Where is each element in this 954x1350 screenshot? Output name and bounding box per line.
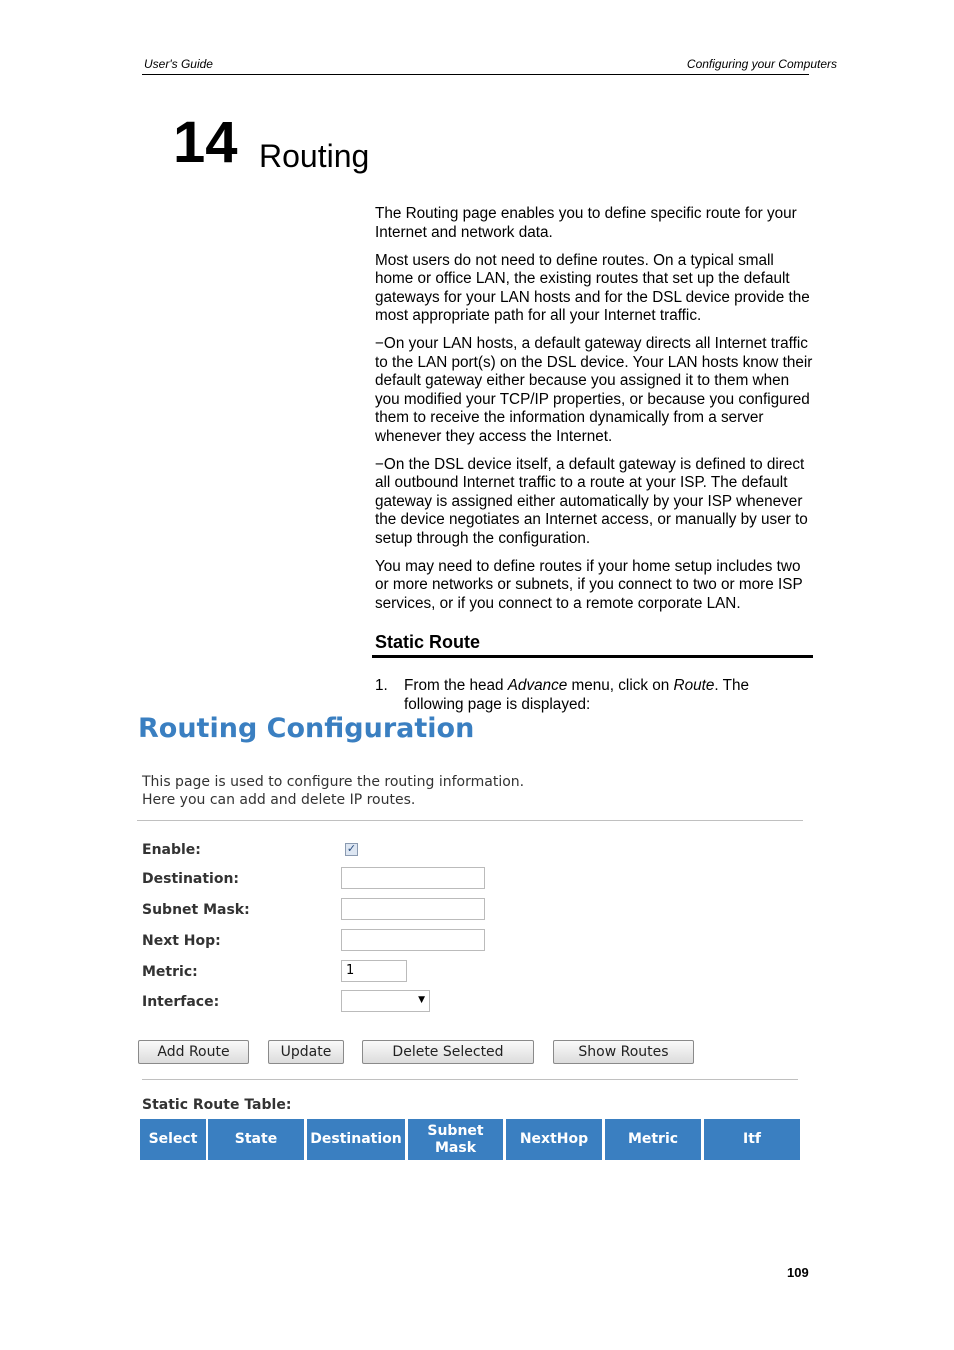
- step-number: 1.: [375, 677, 388, 694]
- next-hop-label: Next Hop:: [142, 933, 221, 949]
- body-text: [375, 205, 815, 623]
- column-header-destination: Destination: [307, 1119, 405, 1160]
- routing-config-description: This page is used to configure the routing information. Here you can add and delete IP routes.: [142, 774, 525, 808]
- divider: [137, 820, 803, 821]
- paragraph: −On your LAN hosts, a default gateway directs all Internet traffic to the LAN port(s) on the DSL device. Your LAN hosts know their default gateway either because you assigned it to them when you modified your TCP/IP properties, or because you configured them to receive the information dynamically from a server whenever they access the Internet.: [375, 335, 813, 445]
- static-route-table-caption: Static Route Table:: [142, 1097, 292, 1113]
- column-header-nexthop: NextHop: [506, 1119, 602, 1160]
- column-header-metric: Metric: [605, 1119, 701, 1160]
- destination-input[interactable]: [341, 867, 485, 889]
- subnet-mask-input[interactable]: [341, 898, 485, 920]
- column-header-subnet-mask: Subnet Mask: [408, 1119, 503, 1160]
- page-number: 109: [787, 1265, 809, 1280]
- update-button[interactable]: Update: [268, 1040, 344, 1064]
- metric-input[interactable]: 1: [341, 960, 407, 982]
- delete-selected-button[interactable]: Delete Selected: [362, 1040, 534, 1064]
- column-header-itf: Itf: [704, 1119, 800, 1160]
- enable-checkbox[interactable]: ✓: [346, 843, 357, 855]
- add-route-button[interactable]: Add Route: [138, 1040, 249, 1064]
- paragraph: You may need to define routes if your home setup includes two or more networks or subnets, if you connect to two or more ISP services, or if you connect to a remote corporate LAN.: [375, 557, 803, 612]
- chevron-down-icon: ▼: [418, 995, 425, 1005]
- next-hop-input[interactable]: [341, 929, 485, 951]
- paragraph: −On the DSL device itself, a default gateway is defined to direct all outbound Internet traffic to a route at your ISP. The default gateway is assigned either automatically by your ISP whenever the device negotiates an Internet access, or manually by user to setup through the configuration.: [375, 455, 808, 547]
- show-routes-button[interactable]: Show Routes: [553, 1040, 694, 1064]
- enable-label: Enable:: [142, 842, 201, 858]
- step-text: From the head Advance menu, click on Route. The following page is displayed:: [404, 677, 749, 713]
- subnet-mask-label: Subnet Mask:: [142, 902, 250, 918]
- paragraph: Most users do not need to define routes. On a typical small home or office LAN, the existing routes that set up the default gateways for your LAN hosts and for the DSL device provide the most appropriate path for all your Internet traffic.: [375, 251, 810, 324]
- section-rule: [372, 655, 813, 658]
- column-header-select: Select: [140, 1119, 206, 1160]
- paragraph: The Routing page enables you to define specific route for your Internet and network data.: [375, 205, 797, 241]
- section-title: Static Route: [375, 632, 481, 652]
- destination-label: Destination:: [142, 871, 240, 887]
- chapter-title: Routing: [259, 138, 370, 174]
- metric-label: Metric:: [142, 964, 198, 980]
- interface-select[interactable]: [341, 990, 430, 1012]
- running-header-right: Configuring your Computers: [686, 57, 837, 71]
- divider: [142, 1079, 798, 1080]
- routing-config-title: Routing Configuration: [138, 713, 475, 744]
- interface-label: Interface:: [142, 994, 220, 1010]
- column-header-state: State: [208, 1119, 304, 1160]
- chapter-number: 14: [173, 110, 238, 175]
- running-header-left: User's Guide: [144, 57, 213, 71]
- header-rule: [142, 74, 809, 75]
